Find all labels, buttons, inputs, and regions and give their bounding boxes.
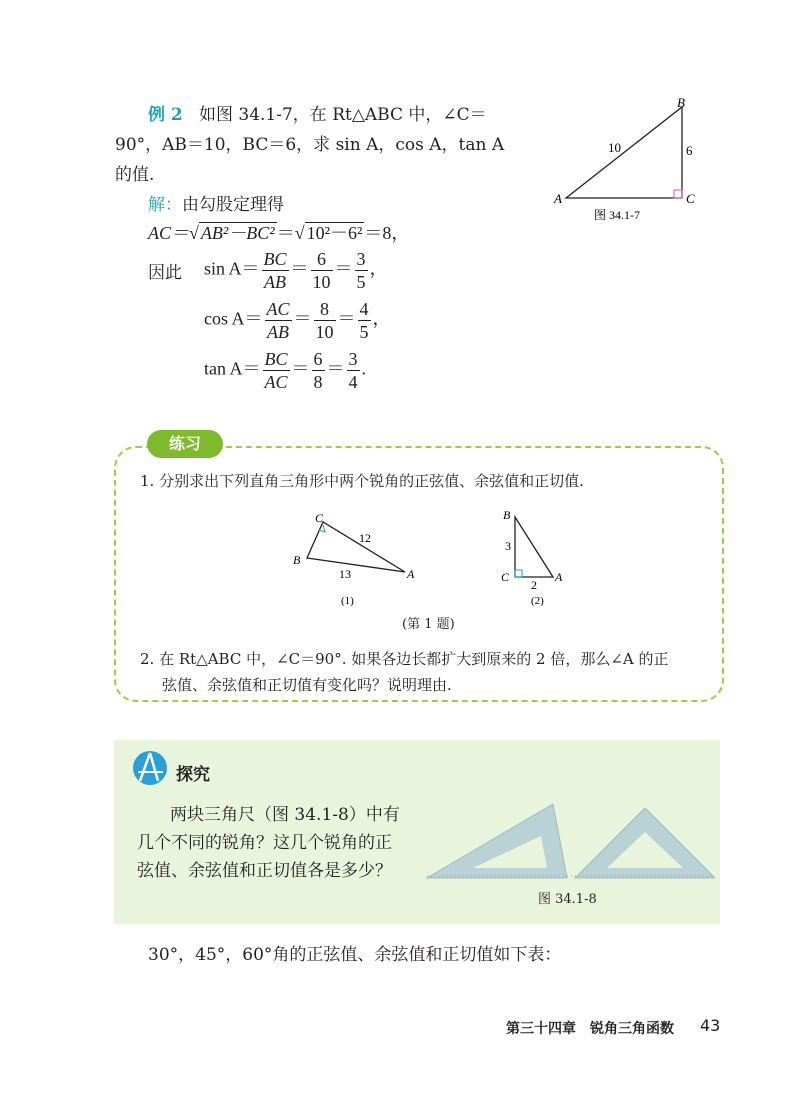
solution-label: 解： [148, 195, 182, 215]
practice-figure-caption: (第 1 题) [402, 617, 455, 632]
ac-left: AC＝ [148, 223, 190, 243]
practice-q1: 1. 分别求出下列直角三角形中两个锐角的正弦值、余弦值和正切值. [140, 472, 584, 490]
example-line-1 [148, 100, 487, 130]
fig2-triangle [515, 517, 553, 577]
sin-num-1: BC [263, 249, 287, 269]
sin-den-1: AB [264, 272, 287, 292]
cos-den-1: AB [267, 322, 289, 342]
cos-end: ， [372, 308, 391, 329]
fig2-vertex-a: A [555, 570, 563, 584]
practice-tag: 练习 [147, 430, 223, 458]
tan-num-2: 6 [313, 349, 323, 369]
sin-num-3: 3 [356, 249, 366, 269]
ac-equation: AC＝√ AB²－BC² ＝√ 10²－6² ＝8， [148, 223, 410, 243]
cos-num-2: 8 [314, 298, 336, 321]
therefore-label: 因此 [148, 263, 182, 283]
fig1-side-ca: 12 [359, 531, 371, 545]
sin-num-2: 6 [311, 248, 333, 271]
example-line-2: 90°，AB＝10，BC＝6，求 sin A，cos A，tan A [115, 135, 505, 155]
practice-figure-1 [285, 510, 435, 610]
fig2-label: (2) [531, 595, 544, 607]
fig1-vertex-a: A [407, 567, 415, 581]
sin-den-2: 10 [312, 272, 331, 292]
cos-lhs: cos A＝ [204, 308, 263, 329]
triangle-rulers [425, 800, 715, 890]
practice-figure-2 [497, 505, 577, 610]
fig2-vertex-b: B [503, 508, 511, 522]
fig7-side-ab: 10 [608, 140, 621, 155]
explore-line-1: 两块三角尺（图 34.1-8）中有 [170, 805, 400, 825]
fig7-side-bc: 6 [686, 143, 693, 158]
tan-equation: tan A＝ $\frac{BC}{AC}$ ＝ $\frac{6}{8}$ ＝ $\frac{3}{4}$ . [204, 349, 367, 392]
example-label: 例 2 [148, 105, 183, 125]
sin-equation: sin A＝ $\frac{BC}{AB}$ ＝ $\frac{6}{10}$ ＝ $\frac{3}{5}$ ， [204, 249, 388, 292]
practice-q2-line-2: 弦值、余弦值和正切值有变化吗？说明理由. [162, 676, 452, 694]
explore-line-2: 几个不同的锐角？这几个锐角的正 [137, 833, 392, 853]
tan-num-1: BC [264, 349, 288, 369]
ac-result: ＝8， [364, 223, 410, 243]
ac-sqrt-1: AB²－BC² [200, 223, 275, 243]
fig1-label: (1) [341, 595, 354, 607]
solution-line [148, 190, 284, 220]
fig1-vertex-b: B [293, 553, 301, 567]
explore-title: 探究 [176, 765, 210, 785]
tan-end: . [361, 358, 367, 379]
sin-den-3: 5 [356, 272, 366, 292]
triangle-abc [566, 107, 682, 198]
compass-icon [130, 748, 170, 788]
tan-lhs: tan A＝ [204, 358, 261, 379]
fig7-vertex-b: B [677, 95, 685, 110]
example-text-1: 如图 34.1-7，在 Rt△ABC 中，∠C＝ [198, 105, 487, 125]
closing-text: 30°，45°，60°角的正弦值、余弦值和正切值如下表： [148, 945, 562, 965]
footer-chapter: 第三十四章 锐角三角函数 [506, 1021, 674, 1037]
cos-num-1: AC [266, 299, 290, 319]
tan-den-1: AC [264, 372, 288, 392]
fig1-triangle [307, 522, 405, 572]
ac-eq: ＝ [276, 223, 295, 243]
solution-text: 由勾股定理得 [182, 195, 284, 215]
tan-den-2: 8 [313, 372, 323, 392]
sin-end: ， [369, 258, 388, 279]
fig2-right-angle-mark [515, 570, 522, 577]
explore-line-3: 弦值、余弦值和正切值各是多少？ [137, 861, 392, 881]
right-angle-mark [674, 190, 682, 198]
fig7-vertex-a: A [554, 191, 562, 206]
cos-den-2: 10 [315, 322, 334, 342]
fig1-vertex-c: C [315, 511, 324, 525]
cos-equation: cos A＝ $\frac{AC}{AB}$ ＝ $\frac{8}{10}$ ＝ $\frac{4}{5}$ ， [204, 299, 391, 342]
fig2-side-bc: 3 [505, 539, 511, 553]
fig7-vertex-c: C [686, 191, 695, 206]
tan-num-3: 3 [348, 349, 358, 369]
page-number: 43 [700, 1016, 721, 1035]
fig2-vertex-c: C [501, 570, 510, 584]
fig2-side-ca: 2 [531, 578, 537, 592]
tan-den-3: 4 [348, 372, 358, 392]
fig7-caption: 图 34.1-7 [594, 208, 640, 222]
fig1-side-ba: 13 [339, 567, 351, 581]
figure-34-1-7 [550, 95, 710, 225]
practice-q2-line-1: 2. 在 Rt△ABC 中，∠C＝90°. 如果各边长都扩大到原来的 2 倍，那么∠A 的正 [140, 650, 669, 668]
cos-den-3: 5 [359, 322, 369, 342]
sin-lhs: sin A＝ [204, 258, 260, 279]
explore-caption: 图 34.1-8 [538, 892, 597, 907]
cos-num-3: 4 [359, 299, 369, 319]
ac-sqrt-2: 10²－6² [306, 223, 363, 243]
example-line-3: 的值. [115, 165, 155, 185]
